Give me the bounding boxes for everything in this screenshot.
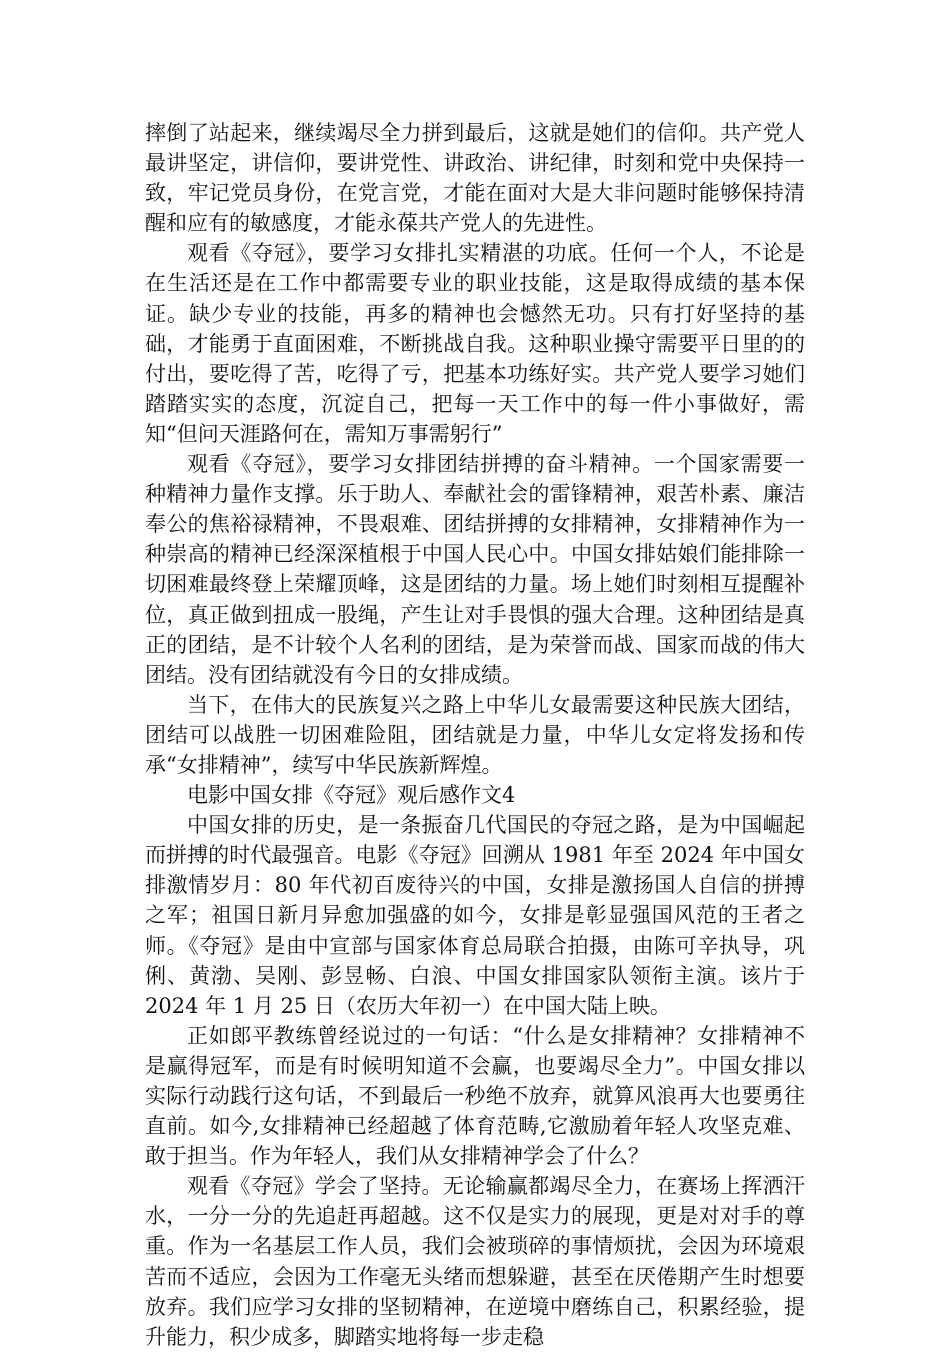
paragraph-lang-ping-quote: 正如郎平教练曾经说过的一句话：“什么是女排精神？女排精神不是赢得冠军，而是有时候明知道不会赢，也要竭尽全力”。中国女排以实际行动践行这句话，不到最后一秒绝不放弃，就算风浪再大也要勇往直前。如今,女排精神已经超越了体育范畴,它激励着年轻人攻坚克难、敢于担当。作为年轻人，我们从女排精神学会了什么？ bbox=[145, 1023, 805, 1169]
paragraph-team-spirit: 观看《夺冠》，要学习女排团结拼搏的奋斗精神。一个国家需要一种精神力量作支撑。乐于助人、奉献社会的雷锋精神，艰苦朴素、廉洁奉公的焦裕禄精神，不畏艰难、团结拼搏的女排精神，女排精神作为一种崇高的精神已经深深植根于中国人民心中。中国女排姑娘们能排除一切困难最终登上荣耀顶峰，这是团结的力量。场上她们时刻相互提醒补位，真正做到扭成一股绳，产生让对手畏惧的强大合理。这种团结是真正的团结，是不计较个人名利的团结，是为荣誉而战、国家而战的伟大团结。没有团结就没有今日的女排成绩。 bbox=[145, 452, 805, 687]
paragraph-continuation: 摔倒了站起来，继续竭尽全力拼到最后，这就是她们的信仰。共产党人最讲坚定，讲信仰，要讲党性、讲政治、讲纪律，时刻和党中央保持一致，牢记党员身份，在党言党，才能在面对大是大非问题时能够保持清醒和应有的敏感度，才能永葆共产党人的先进性。 bbox=[145, 121, 805, 236]
paragraph-film-intro: 中国女排的历史，是一条振奋几代国民的夺冠之路，是为中国崛起而拼搏的时代最强音。电影《夺冠》回溯从 1981 年至 2024 年中国女排激情岁月：80 年代初百废待兴的中国，女排是激扬国人自信的拼搏之军；祖国日新月异愈加强盛的如今，女排是彰显强国风范的王者之师。《夺冠》是由中宣部与国家体育总局联合拍摄，由陈可辛执导，巩俐、黄渤、吴刚、彭昱畅、白浪、中国女排国家队领衔主演。该片于 2024 年 1 月 25 日（农历大年初一）在中国大陆上映。 bbox=[145, 813, 805, 1018]
document-body bbox=[145, 118, 805, 1352]
paragraph-persistence: 观看《夺冠》学会了坚持。无论输赢都竭尽全力，在赛场上挥洒汗水，一分一分的先追赶再超越。这不仅是实力的展现，更是对对手的尊重。作为一名基层工作人员，我们会被琐碎的事情烦扰，会因为环境艰苦而不适应，会因为工作毫无头绪而想躲避，甚至在厌倦期产生时想要放弃。我们应学习女排的坚韧精神，在逆境中磨练自己，积累经验，提升能力，积少成多，脚踏实地将每一步走稳 bbox=[145, 1174, 805, 1349]
section-heading: 电影中国女排《夺冠》观后感作文4 bbox=[187, 783, 516, 808]
paragraph-national-unity: 当下，在伟大的民族复兴之路上中华儿女最需要这种民族大团结，团结可以战胜一切困难险阻，团结就是力量，中华儿女定将发扬和传承“女排精神”，续写中华民族新辉煌。 bbox=[145, 692, 805, 777]
paragraph-solid-skills: 观看《夺冠》，要学习女排扎实精湛的功底。任何一个人，不论是在生活还是在工作中都需要专业的职业技能，这是取得成绩的基本保证。缺少专业的技能，再多的精神也会憾然无功。只有打好坚持的基础，才能勇于直面困难，不断挑战自我。这种职业操守需要平日里的的付出，要吃得了苦，吃得了亏，把基本功练好实。共产党人要学习她们踏踏实实的态度，沉淀自己，把每一天工作中的每一件小事做好，需知“但问天涯路何在，需知万事需躬行” bbox=[145, 241, 805, 446]
